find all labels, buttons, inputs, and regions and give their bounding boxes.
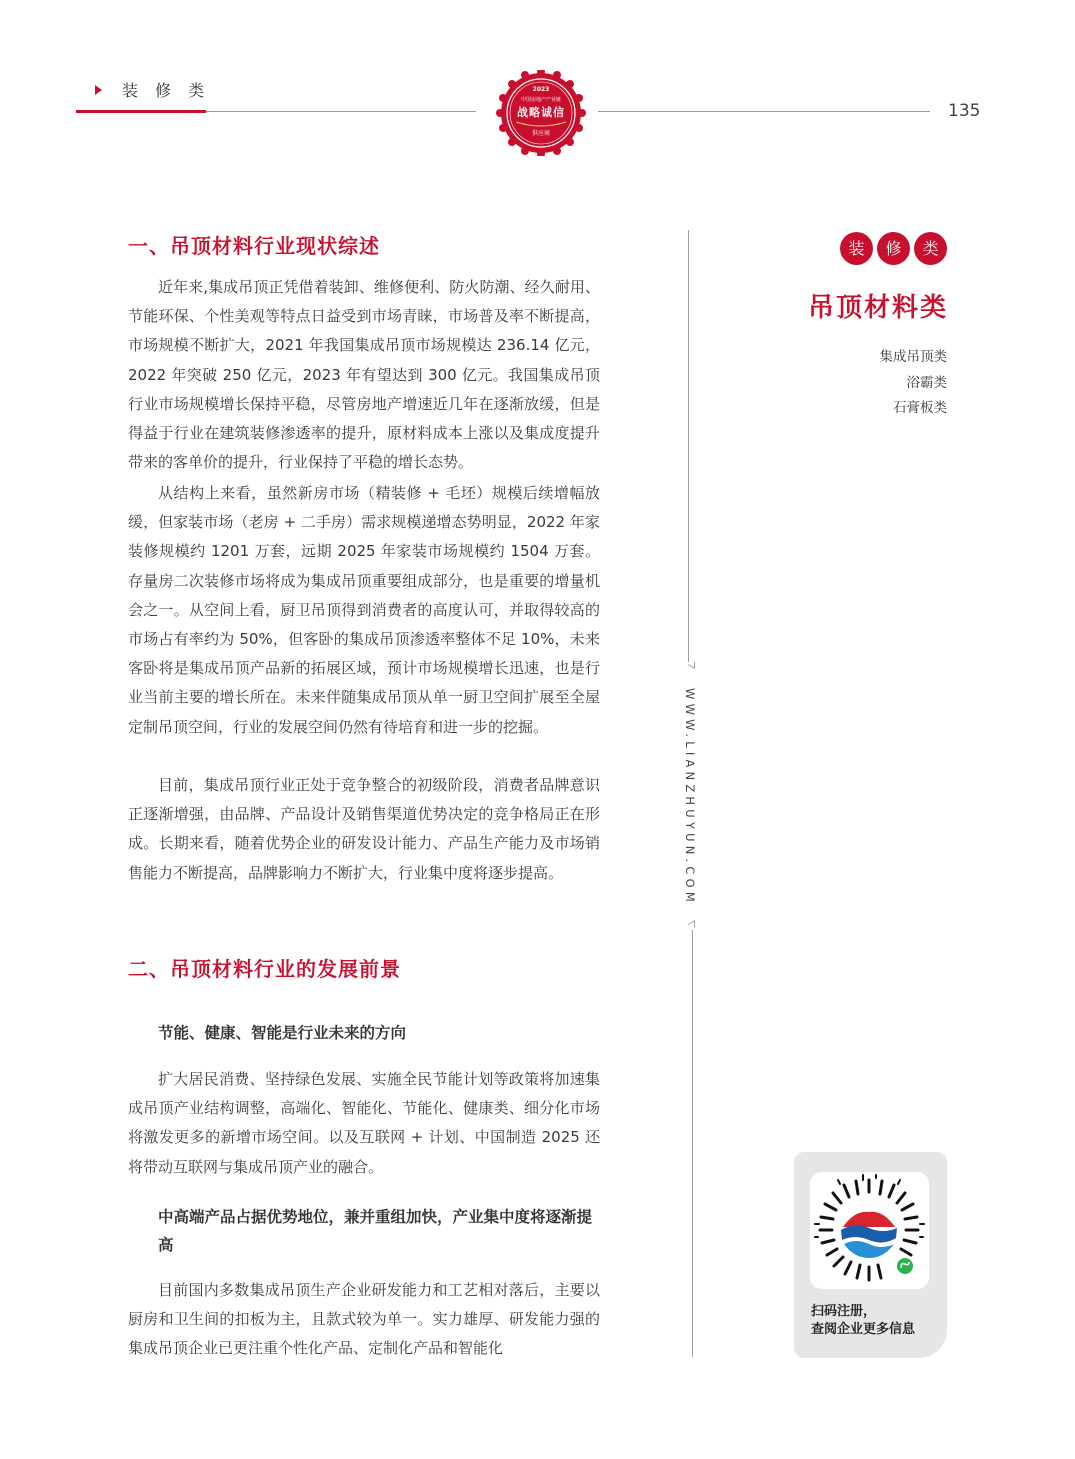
website-url: WWW.LIANZHUYUN.COM (683, 688, 697, 906)
section2-subheading-2: 中高端产品占据优势地位，兼并重组加快，产业集中度将逐渐提高 (158, 1208, 593, 1254)
section2-paragraph-1: 扩大居民消费、坚持绿色发展、实施全民节能计划等政策将加速集成吊顶产业结构调整，高端化、智能化、节能化、健康类、细分化市场将激发更多的新增市场空间。以及互联网 + 计划、中国制造 2025 还将带动互联网与集成吊顶产业的融合。 (128, 1070, 600, 1176)
header-category: 装 修 类 (122, 81, 211, 100)
section2-subheading-1: 节能、健康、智能是行业未来的方向 (158, 1024, 407, 1042)
seal-line1: 中国房地产产业链 (520, 97, 561, 103)
qr-code-icon[interactable] (810, 1172, 929, 1289)
sidebar-item-2: 浴霸类 (906, 375, 947, 391)
seal-bottom: 供应商 (531, 130, 550, 137)
qr-caption-line2: 查阅企业更多信息 (811, 1322, 916, 1337)
page-number: 135 (948, 101, 981, 121)
vertical-divider-bottom (692, 930, 693, 1357)
section1-title: 一、吊顶材料行业现状综述 (128, 234, 380, 258)
section2-title: 二、吊顶材料行业的发展前景 (128, 957, 401, 981)
section1-paragraph-2: 从结构上来看，虽然新房市场（精装修 + 毛坯）规模后续增幅放缓，但家装市场（老房 + 二手房）需求规模递增态势明显，2022 年家装修规模约 1201 万套，远期 2025 年家装市场规模约 1504 万套。存量房二次装修市场将成为集成吊顶重要组成部分，也是重要的增量机会之一。从空间上看，厨卫吊顶得到消费者的高度认可，并取得较高的市场占有率约为 50%，但客卧的集成吊顶渗透率整体不足 10%，未来客卧将是集成吊顶产品新的拓展区域，预计市场规模增长迅速，也是行业当前主要的增长所在。未来伴随集成吊顶从单一厨卫空间扩展至全屋定制吊顶空间，行业的发展空间仍然有待培育和进一步的挖掘。 (128, 484, 600, 736)
section1-paragraph-1: 近年来,集成吊顶正凭借着装卸、维修便利、防火防潮、经久耐用、节能环保、个性美观等特点日益受到市场青睐，市场普及率不断提高，市场规模不断扩大，2021 年我国集成吊顶市场规模达 236.14 亿元，2022 年突破 250 亿元，2023 年有望达到 300 亿元。我国集成吊顶行业市场规模增长保持平稳，尽管房地产增速近几年在逐渐放缓，但是得益于行业在建筑装修渗透率的提升，原材料成本上涨以及集成度提升带来的客单价的提升，行业保持了平稳的增长态势。 (128, 278, 600, 472)
section1-paragraph-3: 目前，集成吊顶行业正处于竞争整合的初级阶段，消费者品牌意识正逐渐增强，由品牌、产品设计及销售渠道优势决定的竞争格局正在形成。长期来看，随着优势企业的研发设计能力、产品生产能力及市场销售能力不断提高，品牌影响力不断扩大，行业集中度将逐步提高。 (128, 776, 600, 882)
seal-year: 2023 (532, 86, 550, 93)
sidebar-title: 吊顶材料类 (807, 293, 948, 323)
divider-hook-top (688, 658, 695, 669)
vertical-divider-top (688, 230, 689, 662)
header-rule-accent (76, 110, 206, 113)
section2-paragraph-2: 目前国内多数集成吊顶生产企业研发能力和工艺相对落后，主要以厨房和卫生间的扣板为主，且款式较为单一。实力雄厚、研发能力强的集成吊顶企业已更注重个性化产品、定制化产品和智能化 (128, 1281, 600, 1358)
qr-caption-line1: 扫码注册， (811, 1304, 877, 1319)
category-circle-2: 修 (877, 232, 910, 265)
category-circle-3: 类 (914, 232, 947, 265)
header-arrow-icon (95, 85, 102, 95)
category-circle-1: 装 (840, 232, 873, 265)
seal-main: 战略诚信 (517, 106, 565, 119)
seal-badge-icon (496, 70, 586, 156)
header-rule-right (598, 111, 930, 112)
sidebar-item-1: 集成吊顶类 (879, 349, 947, 365)
sidebar-item-3: 石膏板类 (893, 400, 947, 416)
